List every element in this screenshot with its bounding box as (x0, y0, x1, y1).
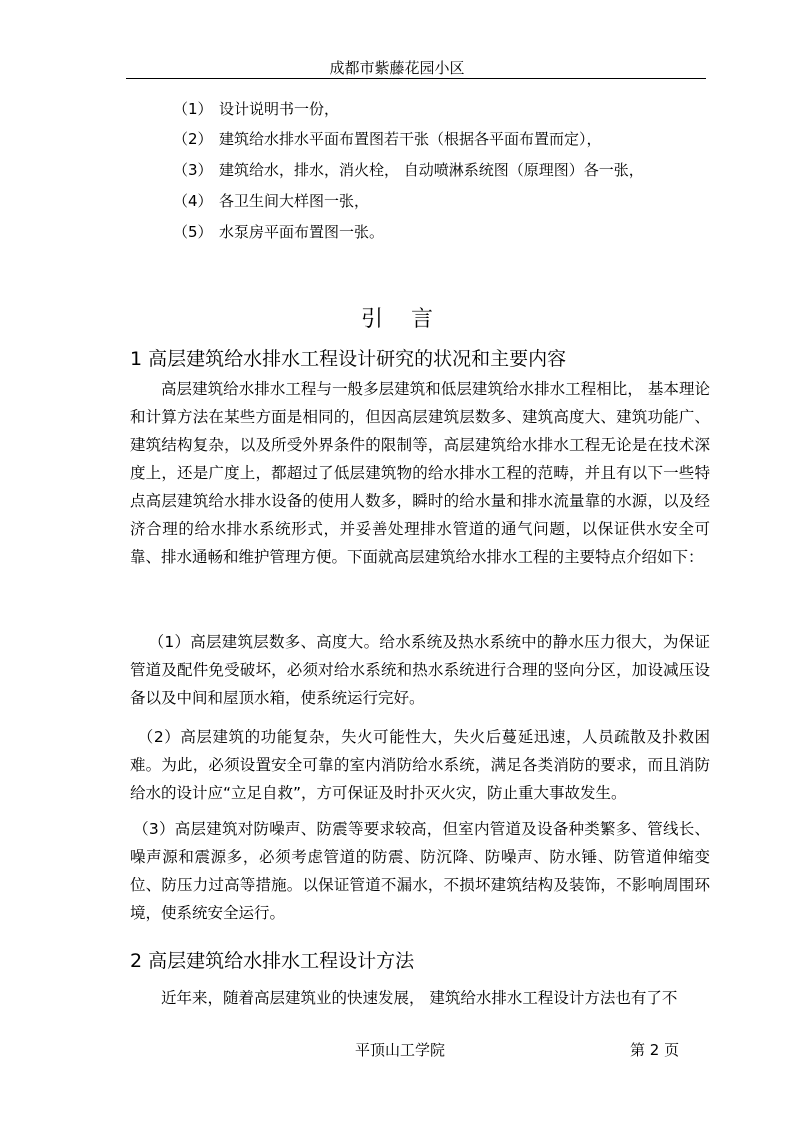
feature-paragraph-3 (130, 815, 710, 927)
list-item (173, 221, 384, 242)
list-item (173, 98, 339, 119)
page-header-title: 成都市紫藤花园小区 (329, 59, 465, 77)
feature-paragraph-2 (130, 723, 710, 807)
section-heading-2: 2 高层建筑给水排水工程设计方法 (130, 950, 415, 972)
paragraph-text: （2）高层建筑的功能复杂，失火可能性大，失火后蔓延迅速，人员疏散及扑救困难。为此，必须设置安全可靠的室内消防给水系统，满足各类消防的要求，而且消防给水的设计应“立足自救”，方可保证及时扑灭火灾，防止重大事故发生。 (130, 728, 710, 802)
list-item-number: （1） (173, 100, 213, 118)
list-item-number: （5） (173, 223, 213, 241)
paragraph-text: 近年来，随着高层建筑业的快速发展， 建筑给水排水工程设计方法也有了不 (161, 989, 678, 1007)
paragraph-text: （3）高层建筑对防噪声、防震等要求较高，但室内管道及设备种类繁多、管线长、噪声源和震源多，必须考虑管道的防震、防沉降、防噪声、防水锤、防管道伸缩变位、防压力过高等措施。以保证管道不漏水，不损坏建筑结构及装饰，不影响周围环境，使系统安全运行。 (130, 820, 710, 922)
footer-school: 平顶山工学院 (355, 1041, 446, 1059)
feature-paragraph-1 (130, 628, 710, 712)
list-item-number: （4） (173, 192, 213, 210)
paragraph-text: 高层建筑给水排水工程与一般多层建筑和低层建筑给水排水工程相比， 基本理论和计算方法在某些方面是相同的，但因高层建筑层数多、建筑高度大、建筑功能广、建筑结构复杂，以及所受外界条件的限制等，高层建筑给水排水工程无论是在技术深度上，还是广度上，都超过了低层建筑物的给水排水工程的范畴，并且有以下一些特点高层建筑给水排水设备的使用人数多，瞬时的给水量和排水流量靠的水源，以及经济合理的给水排水系统形式，并妥善处理排水管道的通气问题，以保证供水安全可靠、排水通畅和维护管理方便。下面就高层建筑给水排水工程的主要特点介绍如下： (130, 380, 710, 566)
list-item-number: （3） (173, 161, 213, 179)
list-item (173, 190, 369, 211)
section-heading-1: 1 高层建筑给水排水工程设计研究的状况和主要内容 (130, 348, 567, 370)
list-item-text: 各卫生间大样图一张， (219, 192, 370, 210)
paragraph-text: （1）高层建筑层数多、高度大。给水系统及热水系统中的静水压力很大，为保证管道及配件免受破坏，必须对给水系统和热水系统进行合理的竖向分区，加设减压设备以及中间和屋顶水箱，使系统运行完好。 (130, 633, 710, 707)
list-item-number: （2） (173, 130, 213, 148)
footer-page-number: 第 2 页 (630, 1041, 680, 1059)
list-item-text: 水泵房平面布置图一张。 (219, 223, 385, 241)
body-paragraph-methods (130, 984, 710, 1012)
header-rule (126, 78, 706, 79)
section-title: 引言 (360, 307, 461, 332)
list-item (173, 159, 644, 180)
list-item-text: 建筑给水，排水，消火栓， 自动喷淋系统图（原理图）各一张， (219, 161, 644, 179)
list-item (173, 128, 602, 149)
body-paragraph-intro (130, 375, 710, 571)
list-item-text: 建筑给水排水平面布置图若干张（根据各平面布置而定）， (219, 130, 602, 148)
list-item-text: 设计说明书一份， (219, 100, 340, 118)
